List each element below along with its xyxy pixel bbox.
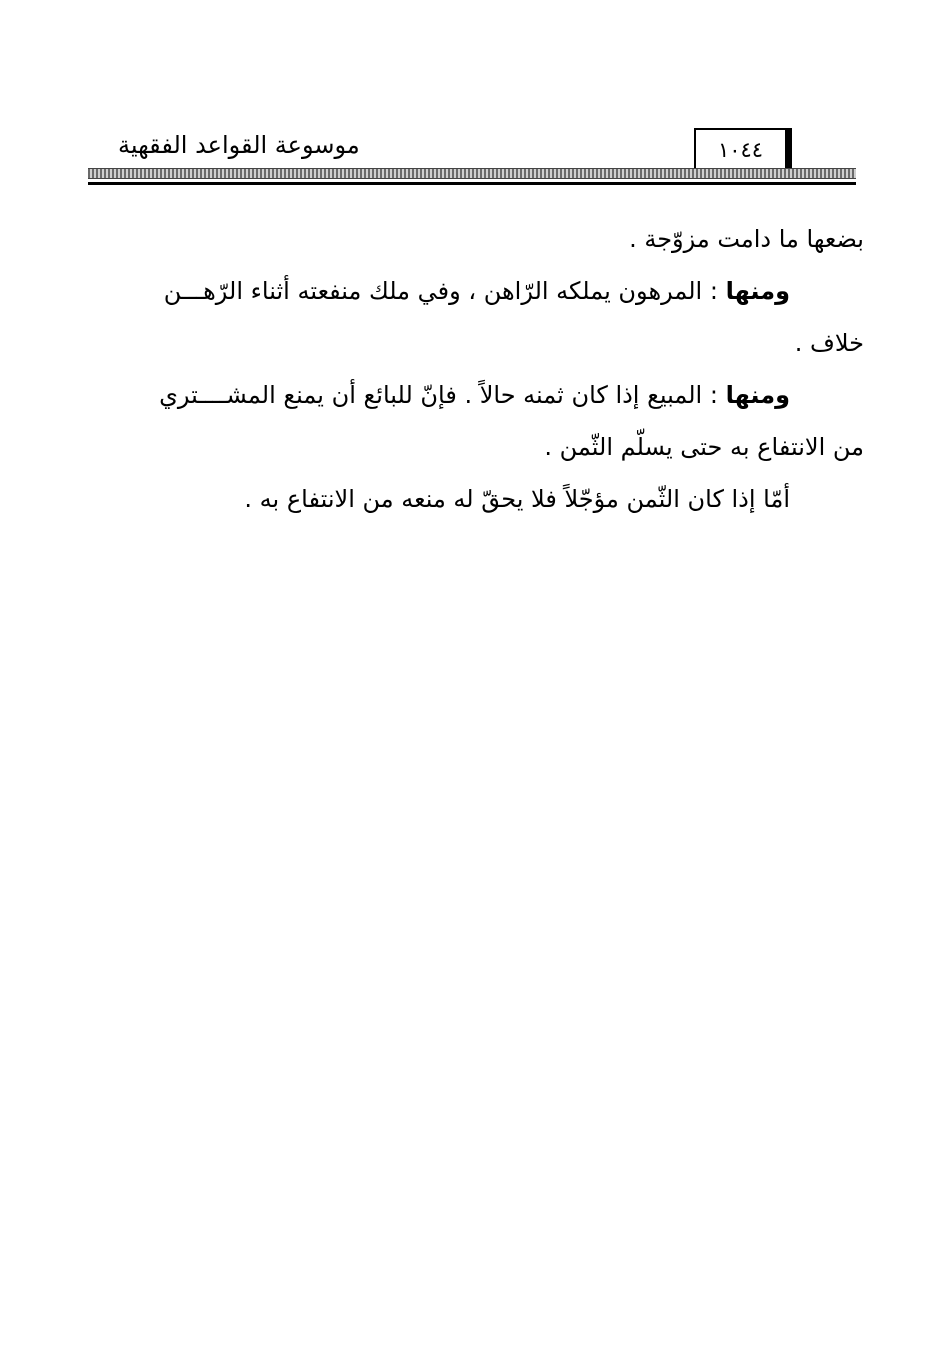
header-rule-line	[88, 182, 856, 185]
body-line-6: أمّا إذا كان الثّمن مؤجّلاً فلا يحقّ له منعه من الانتفاع به .	[244, 485, 790, 513]
body-line-3: خلاف .	[794, 329, 864, 357]
body-line-5: من الانتفاع به حتى يسلّم الثّمن .	[544, 433, 864, 461]
page-body	[88, 213, 864, 525]
body-line-1: بضعها ما دامت مزوّجة .	[629, 225, 864, 253]
page-number: ١٠٤٤	[694, 128, 792, 174]
header-rule-pattern	[88, 168, 856, 179]
keyword-minha: ومنها	[725, 277, 790, 305]
body-line-4-text: : المبيع إذا كان ثمنه حالاً . فإنّ للبائع أن يمنع المشــــتري	[159, 381, 726, 409]
body-line-2-text: : المرهون يملكه الرّاهن ، وفي ملك منفعته أثناء الرّهـــن	[163, 277, 726, 305]
body-line-4	[88, 369, 864, 421]
keyword-minha: ومنها	[725, 381, 790, 409]
body-line-2	[88, 265, 864, 317]
running-header-title: موسوعة القواعد الفقهية	[118, 131, 360, 159]
